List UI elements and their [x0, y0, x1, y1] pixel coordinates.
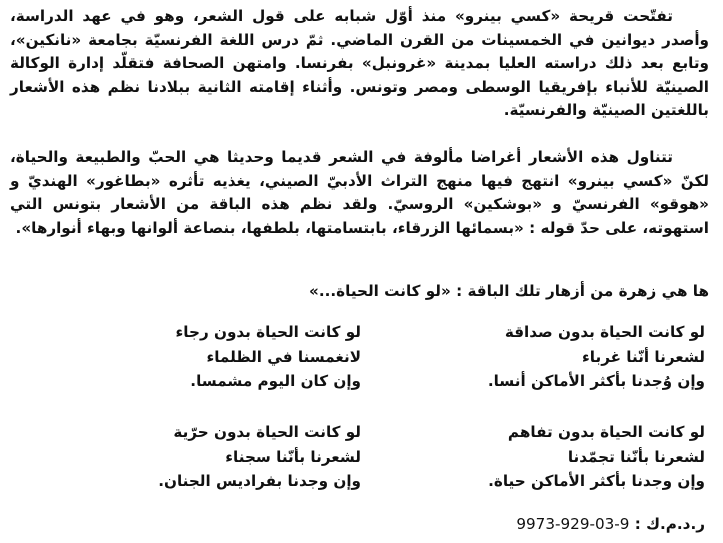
poem-line: لو كانت الحياة بدون تفاهم: [507, 423, 705, 441]
poem-line: لشعرنا أنّنا غرباء: [582, 347, 705, 366]
poem-line: لشعرنا بأنّنا سجناء: [225, 447, 361, 466]
poem-line: وإن وجدنا بأكثر الأماكن حياة.: [488, 472, 705, 490]
isbn-label: ر.د.م.ك :: [634, 515, 705, 533]
poem-stanza-freedom: [101, 420, 361, 494]
poem-line: لشعرنا بأنّنا تجمّدنا: [567, 447, 705, 466]
poem-line: وإن وُجدنا بأكثر الأماكن أنسا.: [487, 372, 705, 390]
poem-stanza-understanding: [445, 420, 705, 494]
paragraph-biography: تفتّحت قريحة «كسي بينرو» منذ أوّل شبابه على قول الشعر، وهو في عهد الدراسة، وأصدر ديوانين في الخمسينات من القرن الماضي. ثمّ درس اللغة الفرنسيّة بجامعة «نانكين»، وتابع بعد ذلك دراسته العليا بمدينة «غرونبل» بفرنسا. وامتهن الصحافة فتقلّد إدارة الوكالة الصينيّة للأنباء بإفريقيا الوسطى ومصر وتونس. وأثناء إقامته الثانية ببلادنا نظم هذه الأشعار باللغتين الصينيّة والفرنسيّة.: [10, 7, 709, 120]
poem-line: لانغمسنا في الظلماء: [206, 347, 361, 366]
isbn-line: [516, 512, 705, 536]
poem-line: وإن وجدنا بفراديس الجنان.: [158, 472, 361, 490]
poem-line: لو كانت الحياة بدون رجاء: [175, 323, 361, 341]
poem-intro: ها هي زهرة من أزهار تلك الباقة : «لو كانت الحياة...»: [309, 282, 709, 300]
poem-stanza-hope: [101, 320, 361, 394]
poem-line: لو كانت الحياة بدون صداقة: [504, 323, 705, 341]
isbn-number: 9973-929-03-9: [516, 515, 630, 533]
paragraph-themes: تتناول هذه الأشعار أغراضا مألوفة في الشعر قديما وحديثا هي الحبّ والطبيعة والحياة، لكنّ «كسي بينرو» انتهج فيها منهج التراث الأدبيّ الصيني، يغذيه تأثره «بطاغور» الهنديّ و «هوقو» الفرنسيّ و «بوشكين» الروسيّ. ولقد نظم هذه الباقة من الأشعار بتونس التي استهوته، على حدّ قوله : «بسمائها الزرقاء، بابتسامتها، بلطفها، بنصاعة ألوانها وبهاء أنوارها».: [10, 148, 709, 237]
poem-stanza-friendship: [445, 320, 705, 394]
poem-line: لو كانت الحياة بدون حرّية: [173, 423, 361, 441]
poem-line: وإن كان اليوم مشمسا.: [190, 372, 361, 390]
